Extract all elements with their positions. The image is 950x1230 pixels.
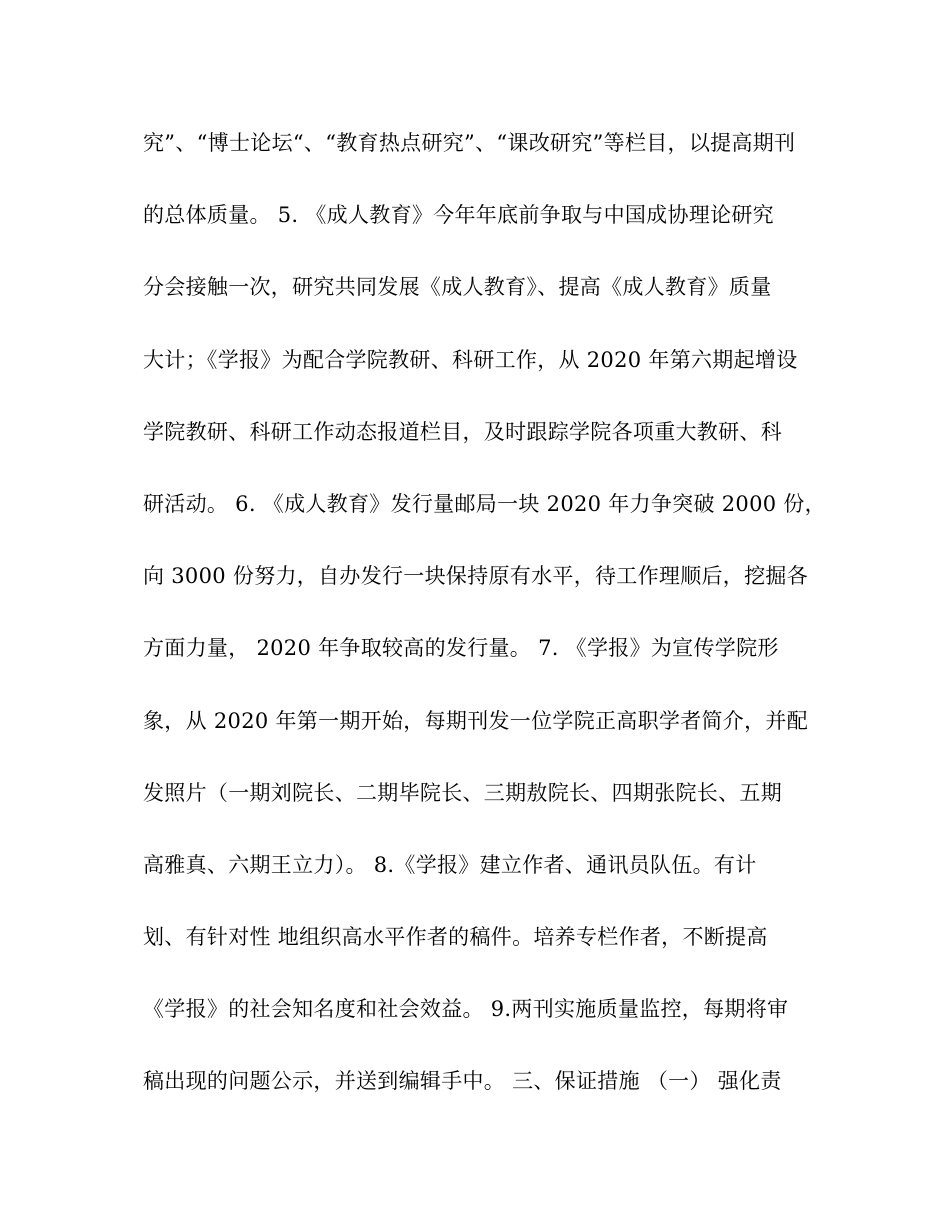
text-line-9: 象，从 2020 年第一期开始，每期刊发一位学院正高职学者简介，并配 bbox=[143, 708, 808, 733]
text-line-5: 学院教研、科研工作动态报道栏目，及时跟踪学院各项重大教研、科 bbox=[143, 419, 782, 444]
text-line-6: 研活动。 6. 《成人教育》发行量邮局一块 2020 年力争突破 2000 份， bbox=[143, 491, 826, 516]
text-line-10: 发照片（一期刘院长、二期毕院长、三期敖院长、四期张院长、五期 bbox=[143, 780, 782, 805]
text-line-12: 划、有针对性 地组织高水平作者的稿件。培养专栏作者，不断提高 bbox=[143, 925, 768, 950]
text-line-2: 的总体质量。 5. 《成人教育》今年年底前争取与中国成协理论研究 bbox=[143, 203, 774, 228]
text-line-3: 分会接触一次，研究共同发展《成人教育》、提高《成人教育》质量 bbox=[143, 275, 772, 300]
body-text bbox=[143, 125, 826, 1136]
text-line-4: 大计；《学报》为配合学院教研、科研工作，从 2020 年第六期起增设 bbox=[143, 347, 798, 372]
text-line-8: 方面力量， 2020 年争取较高的发行量。 7. 《学报》为宣传学院形 bbox=[143, 636, 779, 661]
text-line-13: 《学报》的社会知名度和社会效益。 9.两刊实施质量监控，每期将审 bbox=[143, 997, 789, 1022]
text-line-14: 稿出现的问题公示，并送到编辑手中。 三、保证措施 （一） 强化责 bbox=[143, 1069, 782, 1094]
text-line-11: 高雅真、六期王立力）。 8.《学报》建立作者、通讯员队伍。有计 bbox=[143, 852, 757, 877]
text-line-1: 究”、“博士论坛“、“教育热点研究”、“课改研究”等栏目，以提高期刊 bbox=[143, 131, 796, 155]
text-line-7: 向 3000 份努力，自办发行一块保持原有水平，待工作理顺后，挖掘各 bbox=[143, 564, 808, 589]
